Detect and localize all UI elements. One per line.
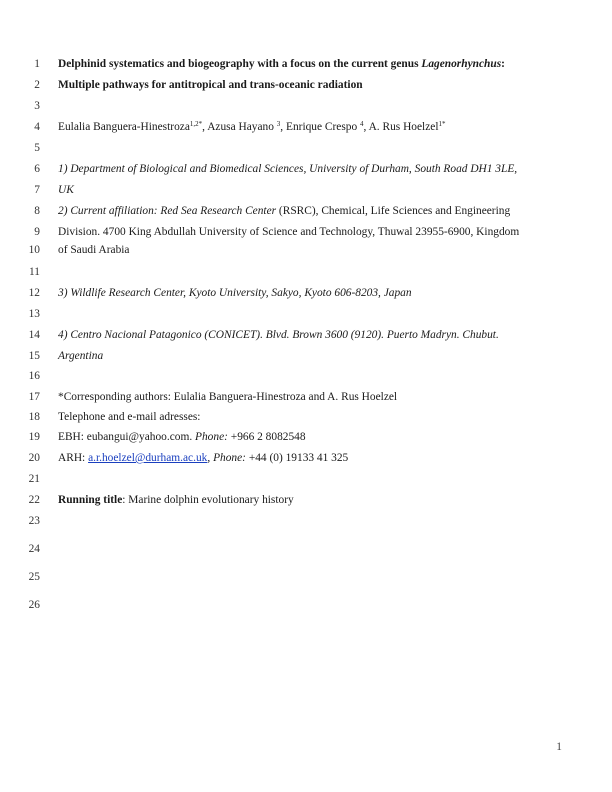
line-number: 16	[28, 370, 40, 382]
author-list: Eulalia Banguera-Hinestroza$^{1,2*}$, Azusa Hayano $^3$, Enrique Crespo $^4$, A. Rus Hoelzel$^{1*}$	[58, 120, 446, 133]
affiliation-4: 4) Centro Nacional Patagonico (CONICET). Blvd. Brown 3600 (9120). Puerto Madryn. Chubut.	[58, 329, 499, 341]
corresponding-authors: *Corresponding authors: Eulalia Banguera-Hinestroza and A. Rus Hoelzel	[58, 391, 398, 403]
line-number: 8	[34, 205, 40, 217]
line-number: 13	[28, 308, 40, 320]
title-line-2	[28, 77, 588, 93]
line-number: 1	[34, 58, 40, 70]
page-number: 1	[556, 741, 562, 753]
affiliation-3: 3) Wildlife Research Center, Kyoto University, Sakyo, Kyoto 606-8203, Japan	[58, 287, 412, 299]
line-number: 10	[28, 244, 40, 256]
line-number: 9	[34, 226, 40, 238]
line-number: 24	[28, 543, 40, 555]
line-number: 17	[28, 391, 40, 403]
line-number: 14	[28, 329, 40, 341]
line-number: 22	[28, 494, 40, 506]
line-number: 23	[28, 515, 40, 527]
running-title: Running title: Marine dolphin evolutionary history	[58, 494, 294, 506]
line-number: 6	[34, 163, 40, 175]
affiliation-2: 2) Current affiliation: Red Sea Research Center (RSRC), Chemical, Life Sciences and Engineering	[58, 205, 511, 217]
title-genus: Lagenorhynchus	[421, 58, 502, 70]
line-number: 21	[28, 473, 40, 485]
line-number: 15	[28, 350, 40, 362]
line-number: 11	[29, 266, 40, 278]
contacts-heading: Telephone and e-mail adresses:	[58, 411, 201, 423]
line-number: 26	[28, 599, 40, 611]
affiliation-4-cont: Argentina	[58, 350, 104, 362]
line-number: 18	[28, 411, 40, 423]
paper-title-line-2: Multiple pathways for antitropical and trans-oceanic radiation	[58, 79, 363, 91]
title-line-1	[28, 56, 588, 72]
affiliation-1-cont: UK	[58, 184, 74, 196]
email-link[interactable]: a.r.hoelzel@durham.ac.uk	[88, 452, 208, 464]
line-number: 25	[28, 571, 40, 583]
contact-ebh: EBH: eubangui@yahoo.com. Phone: +966 2 8082548	[58, 431, 306, 443]
line-number: 3	[34, 100, 40, 112]
paper-title: Delphinid systematics and biogeography with a focus on the current genus Lagenorhynchus:	[58, 58, 505, 70]
line-number: 4	[34, 121, 40, 133]
affiliation-2-cont-2: of Saudi Arabia	[58, 244, 130, 256]
affiliation-2-cont: Division. 4700 King Abdullah University of Science and Technology, Thuwal 23955-6900, Kingdom	[58, 226, 520, 238]
line-number: 5	[34, 142, 40, 154]
contact-arh: ARH: a.r.hoelzel@durham.ac.uk, Phone: +44 (0) 19133 41 325	[58, 452, 349, 464]
line-number: 19	[28, 431, 40, 443]
line-number: 7	[34, 184, 40, 196]
line-number: 2	[34, 79, 40, 91]
author-1: Eulalia Banguera-Hinestroza	[58, 121, 190, 133]
line-number: 12	[28, 287, 40, 299]
affiliation-1: 1) Department of Biological and Biomedical Sciences, University of Durham, South Road DH1 3LE,	[58, 163, 518, 175]
line-number: 20	[28, 452, 40, 464]
